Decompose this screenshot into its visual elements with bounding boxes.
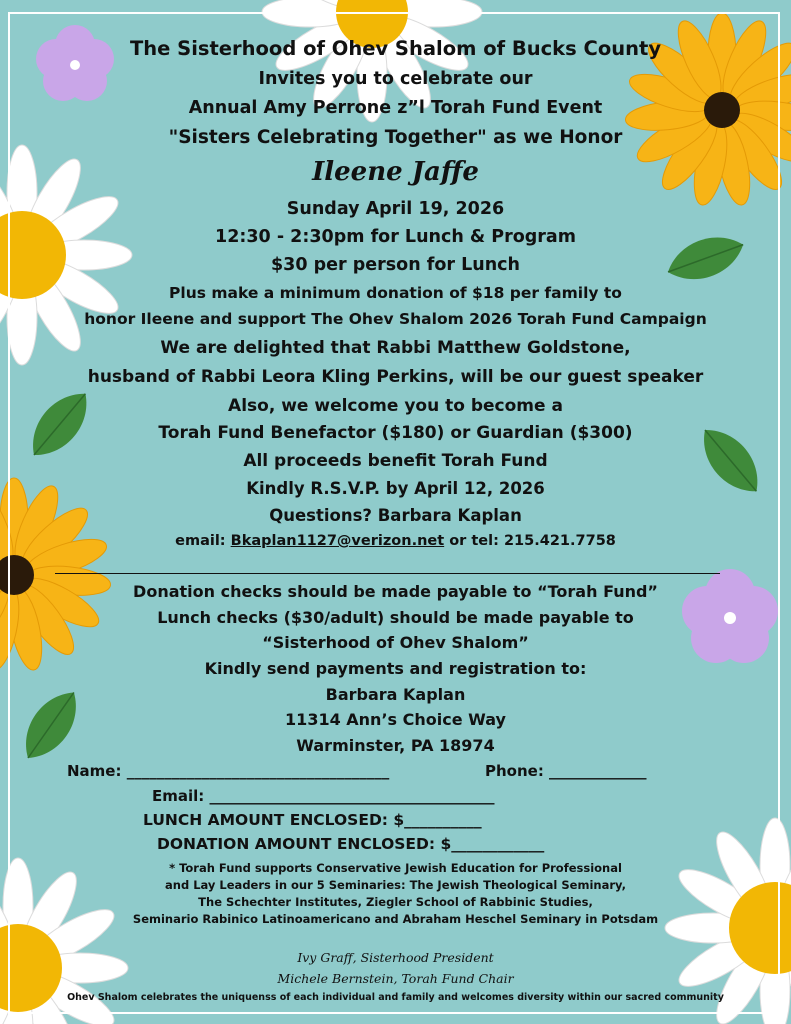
also-line: Also, we welcome you to become a: [228, 396, 563, 416]
title-sisterhood: The Sisterhood of Ohev Shalom of Bucks County: [129, 37, 662, 60]
levels-line: Torah Fund Benefactor ($180) or Guardian ($300): [158, 423, 633, 443]
footnote-line-3: The Schechter Institutes, Ziegler School of Rabbinic Studies,: [198, 895, 593, 909]
speaker-line-1: We are delighted that Rabbi Matthew Goldstone,: [160, 338, 631, 358]
president-signature: Ivy Graff, Sisterhood President: [297, 950, 494, 965]
event-name-line: Annual Amy Perrone z”l Torah Fund Event: [188, 98, 603, 118]
chair-signature: Michele Bernstein, Torah Fund Chair: [277, 971, 514, 986]
honor-line: "Sisters Celebrating Together" as we Honor: [168, 127, 623, 148]
event-date: Sunday April 19, 2026: [286, 199, 505, 219]
email-label: email:: [175, 533, 231, 549]
payment-line-4: Kindly send payments and registration to:: [204, 659, 587, 678]
footnote-line-2: and Lay Leaders in our 5 Seminaries: The Jewish Theological Seminary,: [165, 878, 626, 892]
questions-line: Questions? Barbara Kaplan: [269, 506, 522, 525]
footnote-line-4: Seminario Rabinico Latinoamericano and Abraham Heschel Seminary in Potsdam: [132, 912, 659, 926]
footnote-line-1: * Torah Fund supports Conservative Jewish Education for Professional: [169, 861, 622, 875]
email-field[interactable]: Email: ______________________________________: [152, 787, 495, 805]
donation-amount-field[interactable]: DONATION AMOUNT ENCLOSED: $____________: [157, 835, 545, 853]
email-link[interactable]: Bkaplan1127@verizon.net: [230, 533, 445, 549]
closing-statement: Ohev Shalom celebrates the uniquenss of each individual and family and welcomes diversity within our sacred community: [67, 992, 724, 1003]
name-field[interactable]: Name: ___________________________________: [67, 762, 390, 780]
event-time: 12:30 - 2:30pm for Lunch & Program: [215, 227, 576, 247]
event-price: $30 per person for Lunch: [270, 255, 521, 275]
honoree-name: Ileene Jaffe: [312, 157, 479, 187]
invite-line: Invites you to celebrate our: [258, 69, 533, 89]
payment-line-2: Lunch checks ($30/adult) should be made payable to: [157, 608, 634, 627]
phone-field[interactable]: Phone: _____________: [485, 762, 647, 780]
proceeds-line: All proceeds benefit Torah Fund: [243, 451, 548, 471]
mail-street: 11314 Ann’s Choice Way: [285, 710, 506, 729]
payment-line-3: “Sisterhood of Ohev Shalom”: [262, 633, 529, 652]
payment-line-1: Donation checks should be made payable to “Torah Fund”: [133, 582, 658, 601]
donation-line-1: Plus make a minimum donation of $18 per family to: [169, 284, 622, 302]
tel-text: or tel: 215.421.7758: [444, 533, 616, 549]
donation-line-2: honor Ileene and support The Ohev Shalom 2026 Torah Fund Campaign: [84, 310, 707, 328]
phlox-flower-icon: [36, 25, 114, 101]
mail-name: Barbara Kaplan: [325, 685, 466, 704]
section-divider: [55, 573, 720, 574]
contact-line: [0, 534, 791, 550]
speaker-line-2: husband of Rabbi Leora Kling Perkins, will be our guest speaker: [87, 367, 704, 387]
lunch-amount-field[interactable]: LUNCH AMOUNT ENCLOSED: $__________: [143, 811, 482, 829]
mail-city: Warminster, PA 18974: [296, 736, 495, 755]
rsvp-line: Kindly R.S.V.P. by April 12, 2026: [246, 479, 545, 498]
